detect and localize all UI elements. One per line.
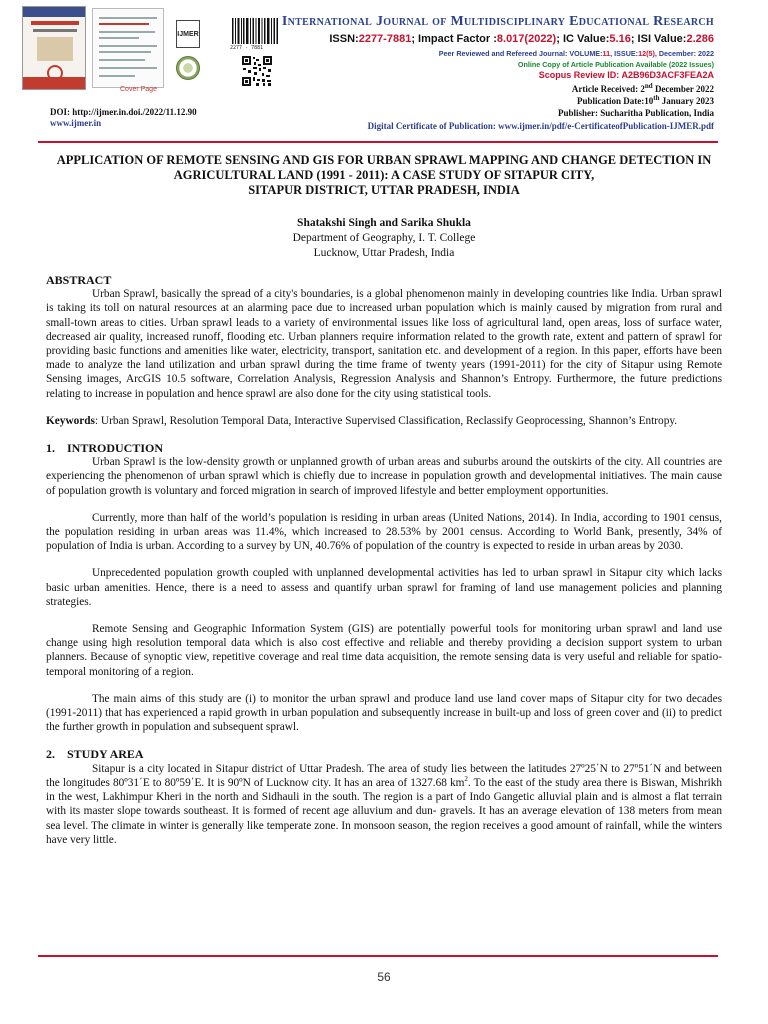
university-emblem-icon xyxy=(176,56,200,80)
journal-title: International Journal of Multidisciplinary Educational Research xyxy=(281,14,714,29)
qr-code-icon xyxy=(242,56,272,86)
doi-link[interactable]: DOI: http://ijmer.in.doi./2022/11.12.90 xyxy=(50,107,197,117)
intro-paragraph-1: Urban Sprawl is the low-density growth or unplanned growth of urban areas and suburbs around the outskirts of the city. All countries are experiencing the phenomenon of urban sprawl which is chiefly due to increase in population growth and developmental initiatives. The main cause of population growth is voluntary and forced migration in search of improved lifestyle and better employment opportunities. xyxy=(46,456,722,497)
study-area-heading: 2. STUDY AREA xyxy=(46,747,144,762)
article-received-date: Article Received: 2nd December 2022 xyxy=(571,82,714,94)
abstract-heading: ABSTRACT xyxy=(46,273,112,287)
paper-title: APPLICATION OF REMOTE SENSING AND GIS FOR URBAN SPRAWL MAPPING AND CHANGE DETECTION IN AGRICULTURAL LAND (1991 - 2011): A CASE STUDY OF SITAPUR CITY, SITAPUR DISTRICT, UTTAR PRADESH, INDIA xyxy=(56,153,712,197)
issn-line: ISSN:2277-7881; Impact Factor :8.017(2022); IC Value:5.16; ISI Value:2.286 xyxy=(329,33,714,45)
publication-date: Publication Date:10th January 2023 xyxy=(577,94,714,106)
study-area-paragraph: Sitapur is a city located in Sitapur district of Uttar Pradesh. The area of study lies between the latitudes 27º25΄N to 27º51΄N and between the longitudes 80º31΄E to 80º59΄E. It is 90ºN of Lucknow city. It has an area of 1327.68 $km^2$. To the east of the study area there is Biswan, Mishrikh in the west, Lakhimpur Kheri in the north and Sidhauli in the south. The region is a part of Indo Gangetic alluvial plain and is almost a flat terrain with its master slope towards southeast. It is formed of recent age alluvium and dun- gravels. It has an average elevation of 138 meters from mean sea level. The climate in winter is generally like temperate zone. In monsoon season, the region receives a good amount of rainfall, while the winters have very little. xyxy=(46,762,723,846)
footer-divider xyxy=(38,955,718,957)
ijmer-logo: IJMER xyxy=(176,20,200,48)
digital-certificate-link[interactable]: www.ijmer.in/pdf/e-CertificateofPublication-IJMER.pdf xyxy=(498,121,714,131)
barcode-icon xyxy=(232,18,278,44)
paper-body xyxy=(46,273,722,847)
intro-paragraph-5: The main aims of this study are (i) to monitor the urban sprawl and produce land use land cover maps of Sitapur city for two decades (1991-2011) that has experienced a rapid growth in urban population and subsequently increase in built-up and loss of green cover and (ii) to predict the further growth in population and subsequent sprawl. xyxy=(46,692,722,734)
abstract-text: Urban Sprawl, basically the spread of a city's boundaries, is a global phenomenon mainly in developing countries like India. Urban sprawl is taking its toll on natural resources at an alarming pace due to increased urban population which is mainly caused by migration from rural and small-town areas to cities. Urban sprawl leads to a variety of environmental issues like loss of agricultural land, open areas, loss of surface water, decreased air quality, increased runoff, flooding etc. Urban planners require information related to the growth rate, extent and pattern of sprawl for providing basic functions and amenities like water, electricity, transport, sanitation etc. and development of a region. In this paper, efforts have been made to analyze the land utilization and urban sprawl during the time frame of twenty years (1991-2011) for the city of Sitapur using Remote Sensing images, ArcGIS 10.5 software, Correlation Analysis, Regression Analysis and Shannon’s Entropy. Furthermore, the future predictions relating to increase in population and hence sprawl are also done for the city using statistical tools. xyxy=(46,288,722,400)
intro-paragraph-3: Unprecedented population growth coupled with unplanned developmental activities has led to urban sprawl in Sitapur city which lacks basic urban amenities. Hence, there is a need to assess and quantify urban sprawl for framing of land use management policies and planning strategies. xyxy=(46,567,722,608)
cover-page-label: Cover Page xyxy=(120,86,157,93)
peer-reviewed-line: Peer Reviewed and Refereed Journal: VOLUME:11, ISSUE:12(5), December: 2022 xyxy=(438,49,714,58)
page-number: 56 xyxy=(377,970,391,984)
online-copy-line: Online Copy of Article Publication Available (2022 Issues) xyxy=(517,60,714,69)
author-block xyxy=(40,216,728,261)
cover-page-image xyxy=(22,6,86,90)
publisher-line: Publisher: Sucharitha Publication, India xyxy=(557,108,714,118)
digital-certificate-line: Digital Certificate of Publication: www.ijmer.in/pdf/e-CertificateofPublication-IJMER.pdf xyxy=(367,121,714,131)
website-link[interactable]: www.ijmer.in xyxy=(50,118,102,128)
affiliation-location: Lucknow, Uttar Pradesh, India xyxy=(313,247,455,259)
cover-page-back-image xyxy=(92,8,164,88)
journal-header xyxy=(0,0,768,150)
introduction-heading: 1. INTRODUCTION xyxy=(46,441,164,456)
affiliation-department: Department of Geography, I. T. College xyxy=(292,232,476,244)
intro-paragraph-4: Remote Sensing and Geographic Information System (GIS) are potentially powerful tools for monitoring urban sprawl and land use change using high resolution temporal data which is also cost effective and reliable and thereby providing a decision support system to urban planners. Because of synoptic view, repetitive coverage and real time data acquisition, the remote sensing data is very useful and reliable for spatio-temporal monitoring of a region. xyxy=(46,623,722,678)
author-names: Shatakshi Singh and Sarika Shukla xyxy=(297,217,471,229)
keywords: Keywords: Urban Sprawl, Resolution Temporal Data, Interactive Supervised Classification, Reclassify Geoprocessing, Shannon’s Entropy. xyxy=(46,414,678,427)
header-divider xyxy=(38,141,718,143)
scopus-id: Scopus Review ID: A2B96D3ACF3FEA2A xyxy=(538,70,714,80)
barcode-number: 2277 - 7881 xyxy=(230,45,264,51)
intro-paragraph-2: Currently, more than half of the world’s population is residing in urban areas (United Nations, 2014). In India, according to 1901 census, the population residing in urban areas was 11.4%, which increased to 28.53% by 2001 census. According to World Bank, presently, 34% of population of India is urban. According to a survey by UN, 40.76% of population of the country is expected to reside in urban areas by 2030. xyxy=(46,511,722,553)
